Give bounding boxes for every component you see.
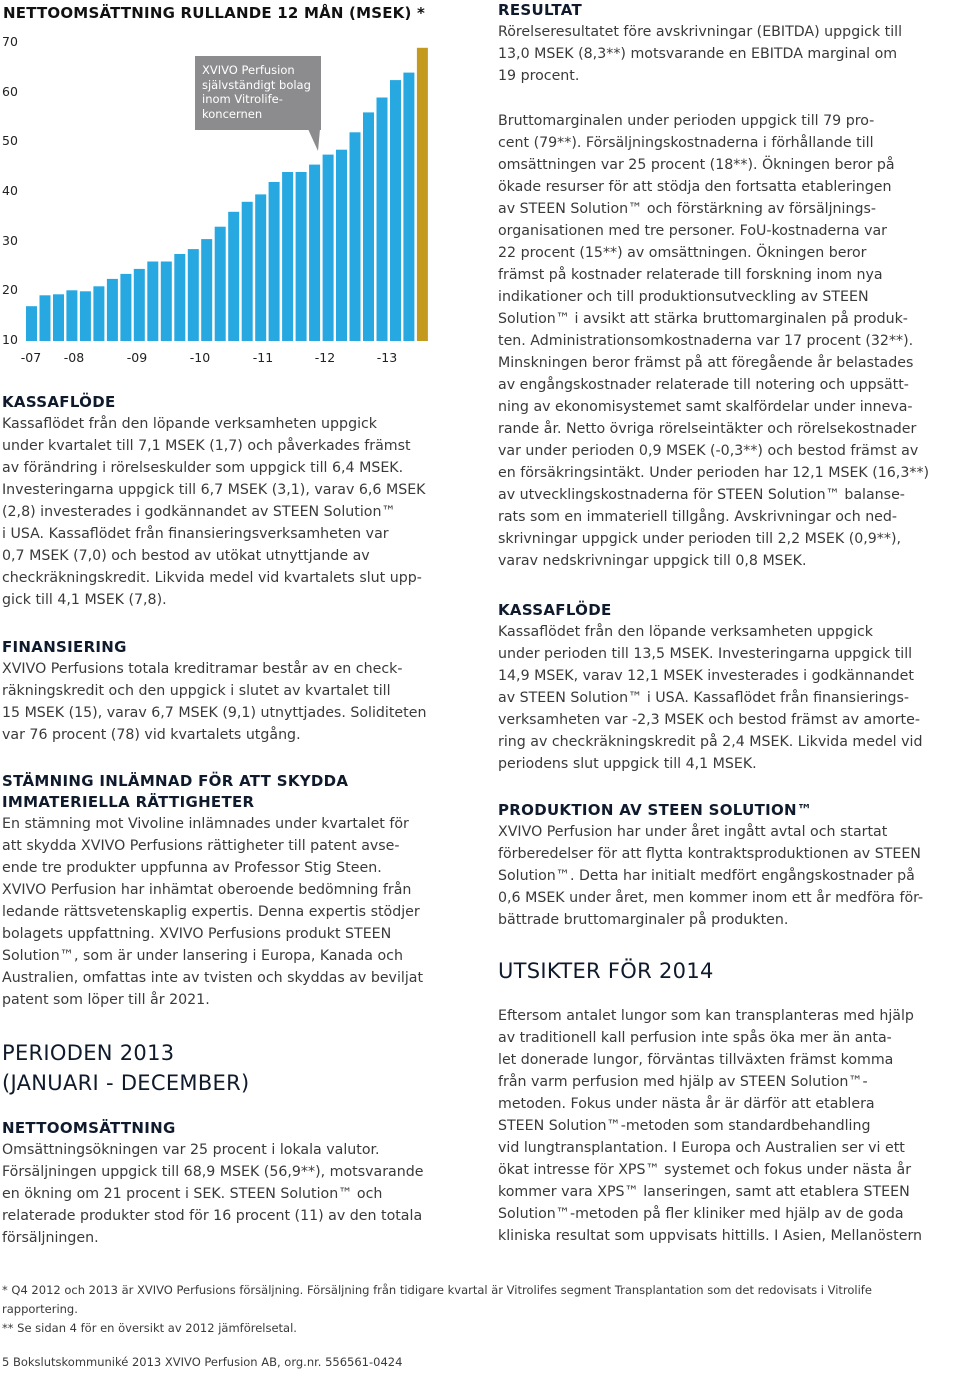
bar (242, 202, 253, 341)
text-line: under kvartalet till 7,1 MSEK (1,7) och påverkades främst (2, 438, 411, 454)
bar (174, 254, 185, 341)
bar (282, 172, 293, 341)
footnote-line: rapportering. (2, 1302, 78, 1316)
bar (269, 182, 280, 341)
x-tick-label: -10 (189, 350, 211, 365)
kassaflode-heading: KASSAFLÖDE (498, 601, 612, 619)
text-line: 22 procent (15**) av omsättningen. Ökningen beror (498, 245, 867, 261)
text-line: STEEN Solution™-metoden som standardbehandling (498, 1118, 871, 1134)
right-kassaflode (498, 600, 958, 775)
text-line: relaterade produkter stod för 16 procent (11) av den totala (2, 1208, 423, 1224)
left-perioden (2, 1038, 472, 1098)
text-line: under perioden till 13,5 MSEK. Investeringarna uppgick till (498, 646, 913, 662)
right-produktion (498, 800, 958, 931)
text-line: skrivningar uppgick under perioden till 2,2 MSEK (0,9**), (498, 531, 902, 547)
text-line: från varm perfusion med hjälp av STEEN Solution™- (498, 1074, 868, 1090)
text-line: Rörelseresultatet före avskrivningar (EBITDA) uppgick till (498, 24, 903, 40)
text-line: metoden. Fokus under nästa år är därför att etablera (498, 1096, 875, 1112)
bar (255, 194, 266, 341)
y-tick-label: 70 (2, 33, 18, 49)
bar (53, 294, 64, 341)
produktion-text (498, 821, 958, 931)
chart-callout (195, 56, 321, 130)
text-line: av engångskostnader relaterade till notering och uppsätt- (498, 377, 909, 393)
text-line: försäljningen. (2, 1230, 99, 1246)
text-line: att skydda XVIVO Perfusions rättigheter till patent avse- (2, 838, 400, 854)
kassaflode-heading: KASSAFLÖDE (2, 393, 116, 411)
bar (66, 290, 77, 341)
y-tick-label: 40 (2, 182, 18, 198)
produktion-heading: PRODUKTION AV STEEN SOLUTION™ (498, 801, 813, 819)
y-tick-label: 50 (2, 133, 18, 149)
chart-title: NETTOOMSÄTTNING RULLANDE 12 MÅN (MSEK) * (3, 4, 426, 22)
resultat-text (498, 21, 958, 87)
text-line: organisationen med tre personer. FoU-kostnaderna var (498, 223, 887, 239)
text-line: ledande rättsvetenskaplig expertis. Denna expertis stödjer (2, 904, 420, 920)
x-tick-label: -12 (314, 350, 336, 365)
bar (296, 172, 307, 341)
text-line: gick till 4,1 MSEK (7,8). (2, 592, 167, 608)
text-line: en ökning om 21 procent i SEK. STEEN Solution™ och (2, 1186, 383, 1202)
text-line: let donerade lungor, förväntas tillväxten främst komma (498, 1052, 894, 1068)
left-stamning (2, 771, 472, 1011)
text-line: bolagets uppfattning. XVIVO Perfusions produkt STEEN (2, 926, 392, 942)
netto-text (2, 1139, 472, 1249)
bar (350, 132, 361, 341)
text-line: förberedelser för att flytta kontraktsproduktionen av STEEN (498, 846, 921, 862)
text-line: var under perioden 0,9 MSEK (-0,3**) och bestod främst av (498, 443, 919, 459)
text-line: Minskningen beror främst på att föregående år belastades (498, 355, 914, 371)
x-tick-label: -11 (252, 350, 274, 365)
bar (377, 98, 388, 342)
bar (93, 286, 104, 341)
bar-chart (0, 0, 460, 345)
text-line: främst på kostnader relaterade till forskning inom nya (498, 267, 883, 283)
text-line: 15 MSEK (15), varav 6,7 MSEK (9,1) utnyttjades. Soliditeten (2, 705, 427, 721)
text-line: 19 procent. (498, 68, 580, 84)
bar (134, 269, 145, 341)
text-line: av STEEN Solution™ i USA. Kassaflödet från finansierings- (498, 690, 910, 706)
text-line: ökade resurser för att stödja den fortsatta etableringen (498, 179, 892, 195)
bar (336, 150, 347, 341)
bar (309, 165, 320, 341)
text-line: varav nedskrivningar uppgick till 0,8 MSEK. (498, 553, 807, 569)
bar (147, 262, 158, 342)
callout-line: inom Vitrolife- (202, 92, 283, 106)
x-tick-label: -08 (63, 350, 85, 365)
bar (188, 249, 199, 341)
text-line: en försäkringsintäkt. Under perioden har 12,1 MSEK (16,3**) (498, 465, 930, 481)
bar (403, 73, 414, 341)
text-line: i USA. Kassaflödet från finansieringsverksamheten var (2, 526, 389, 542)
text-line: (2,8) investerades i godkännandet av STEEN Solution™ (2, 504, 396, 520)
bar (215, 227, 226, 341)
finansiering-text (2, 658, 472, 746)
text-line: ten. Administrationsomkostnaderna var 17 procent (32**). (498, 333, 914, 349)
text-line: checkräkningskredit. Likvida medel vid kvartalets slut upp- (2, 570, 422, 586)
left-finansiering (2, 637, 472, 746)
text-line: bättrade bruttomarginaler på produkten. (498, 912, 789, 928)
kassaflode-text (498, 621, 958, 775)
y-tick-label: 60 (2, 83, 18, 99)
text-line: av traditionell kall perfusion inte spås öka mer än anta- (498, 1030, 892, 1046)
text-line: 13,0 MSEK (8,3**) motsvarande en EBITDA marginal om (498, 46, 898, 62)
utsikter-heading: UTSIKTER FÖR 2014 (498, 959, 714, 983)
bar (40, 295, 51, 341)
text-line: ende tre produkter uppfunna av Professor Stig Steen. (2, 860, 382, 876)
text-line: Solution™. Detta har initialt medfört engångskostnader på (498, 868, 915, 884)
callout-line: XVIVO Perfusion (202, 63, 295, 77)
utsikter-text (498, 1005, 958, 1247)
text-line: Australien, omfattas inte av tvisten och skyddas av beviljat (2, 970, 424, 986)
text-line: ökat intresse för XPS™ systemet och fokus under nästa år (498, 1162, 912, 1178)
text-line: XVIVO Perfusions totala kreditramar består av en check- (2, 661, 403, 677)
text-line: Bruttomarginalen under perioden uppgick till 79 pro- (498, 113, 875, 129)
left-kassaflode (2, 392, 472, 611)
y-tick-label: 20 (2, 282, 18, 298)
callout-line: självständigt bolag (202, 77, 311, 92)
left-netto (2, 1118, 472, 1249)
text-line: ning av ekonomisystemet samt skalfördelar under inneva- (498, 399, 913, 415)
y-tick-label: 10 (2, 332, 18, 347)
bar (363, 112, 374, 341)
text-line: 0,7 MSEK (7,0) och bestod av utökat utnyttjande av (2, 548, 370, 564)
text-line: En stämning mot Vivoline inlämnades under kvartalet för (2, 816, 409, 832)
x-tick-label: -13 (376, 350, 398, 365)
text-line: omsättningen var 25 procent (18**). Ökningen beror på (498, 157, 895, 173)
callout-pointer (300, 129, 330, 155)
text-line: av STEEN Solution™ och förstärkning av försäljnings- (498, 201, 876, 217)
resultat-heading: RESULTAT (498, 1, 582, 19)
bar (228, 212, 239, 341)
bar-highlight (417, 48, 428, 341)
text-line: indikationer och till produktionsutveckling av STEEN (498, 289, 869, 305)
brutto-text (498, 110, 958, 572)
bar (107, 279, 118, 341)
bar (161, 262, 172, 342)
right-utsikter (498, 956, 958, 1247)
netto-heading: NETTOOMSÄTTNING (2, 1119, 176, 1137)
text-line: Solution™ i avsikt att stärka bruttomarginalen på produk- (498, 311, 908, 327)
bar (323, 155, 334, 341)
text-line: periodens slut uppgick till 4,1 MSEK. (498, 756, 757, 772)
text-line: räkningskredit och den uppgick i slutet av kvartalet till (2, 683, 391, 699)
footnote-line: ** Se sidan 4 för en översikt av 2012 jämförelsetal. (2, 1321, 297, 1335)
text-line: 14,9 MSEK, varav 12,1 MSEK investerades i godkännandet (498, 668, 914, 684)
page-footer: 5 Bokslutskommuniké 2013 XVIVO Perfusion AB, org.nr. 556561-0424 (2, 1355, 403, 1369)
stamning-text (2, 813, 472, 1011)
text-line: Försäljningen uppgick till 68,9 MSEK (56,9**), motsvarande (2, 1164, 424, 1180)
kassaflode-text (2, 413, 472, 611)
finansiering-heading: FINANSIERING (2, 638, 127, 656)
x-tick-label: -09 (126, 350, 148, 365)
text-line: Investeringarna uppgick till 6,7 MSEK (3,1), varav 6,6 MSEK (2, 482, 426, 498)
text-line: Solution™-metoden på fler kliniker med hjälp av de goda (498, 1206, 904, 1222)
text-line: Omsättningsökningen var 25 procent i lokala valutor. (2, 1142, 380, 1158)
text-line: kliniska resultat som uppvisats hittills. I Asien, Mellanöstern (498, 1228, 923, 1244)
right-resultat (498, 0, 958, 87)
text-line: Solution™, som är under lansering i Europa, Kanada och (2, 948, 403, 964)
stamning-heading-1: STÄMNING INLÄMNAD FÖR ATT SKYDDA (2, 772, 349, 790)
perioden-heading-2: (JANUARI - DECEMBER) (2, 1071, 250, 1095)
text-line: Kassaflödet från den löpande verksamheten uppgick (498, 624, 874, 640)
text-line: vid lungtransplantation. I Europa och Australien ser vi ett (498, 1140, 905, 1156)
x-tick-label: -07 (20, 350, 42, 365)
right-brutto (498, 110, 958, 572)
y-tick-label: 30 (2, 232, 18, 248)
text-line: XVIVO Perfusion har under året ingått avtal och startat (498, 824, 888, 840)
text-line: patent som löper till år 2021. (2, 992, 210, 1008)
text-line: XVIVO Perfusion har inhämtat oberoende bedömning från (2, 882, 412, 898)
bar (390, 80, 401, 341)
text-line: verksamheten var -2,3 MSEK och bestod främst av amorte- (498, 712, 920, 728)
footnote-line: * Q4 2012 och 2013 är XVIVO Perfusions försäljning. Försäljning från tidigare kvartal är Vitrolifes segment Transplantation som det redovisats i Vitrolife (2, 1283, 872, 1297)
footnote-1 (2, 1281, 960, 1338)
callout-line: koncernen (202, 106, 263, 121)
text-line: 0,6 MSEK under året, men kommer inom ett år medföra för- (498, 890, 924, 906)
text-line: rande år. Netto övriga rörelseintäkter och rörelsekostnader (498, 421, 917, 437)
bar (120, 274, 131, 341)
text-line: ring av checkräkningskredit på 2,4 MSEK. Likvida medel vid (498, 734, 923, 750)
perioden-heading-1: PERIODEN 2013 (2, 1041, 175, 1065)
text-line: av utvecklingskostnaderna för STEEN Solution™ balanse- (498, 487, 905, 503)
text-line: Kassaflödet från den löpande verksamheten uppgick (2, 416, 378, 432)
stamning-heading-2: IMMATERIELLA RÄTTIGHETER (2, 793, 255, 811)
text-line: av förändring i rörelseskulder som uppgick till 6,4 MSEK. (2, 460, 404, 476)
bar (201, 239, 212, 341)
text-line: rats som en immateriell tillgång. Avskrivningar och ned- (498, 509, 898, 525)
text-line: var 76 procent (78) vid kvartalets utgång. (2, 727, 301, 743)
bar (80, 291, 91, 341)
text-line: cent (79**). Försäljningskostnaderna i förhållande till (498, 135, 874, 151)
text-line: Eftersom antalet lungor som kan transplanteras med hjälp (498, 1008, 914, 1024)
text-line: kommer vara XPS™ lanseringen, samt att etablera STEEN (498, 1184, 910, 1200)
bar (26, 306, 37, 341)
